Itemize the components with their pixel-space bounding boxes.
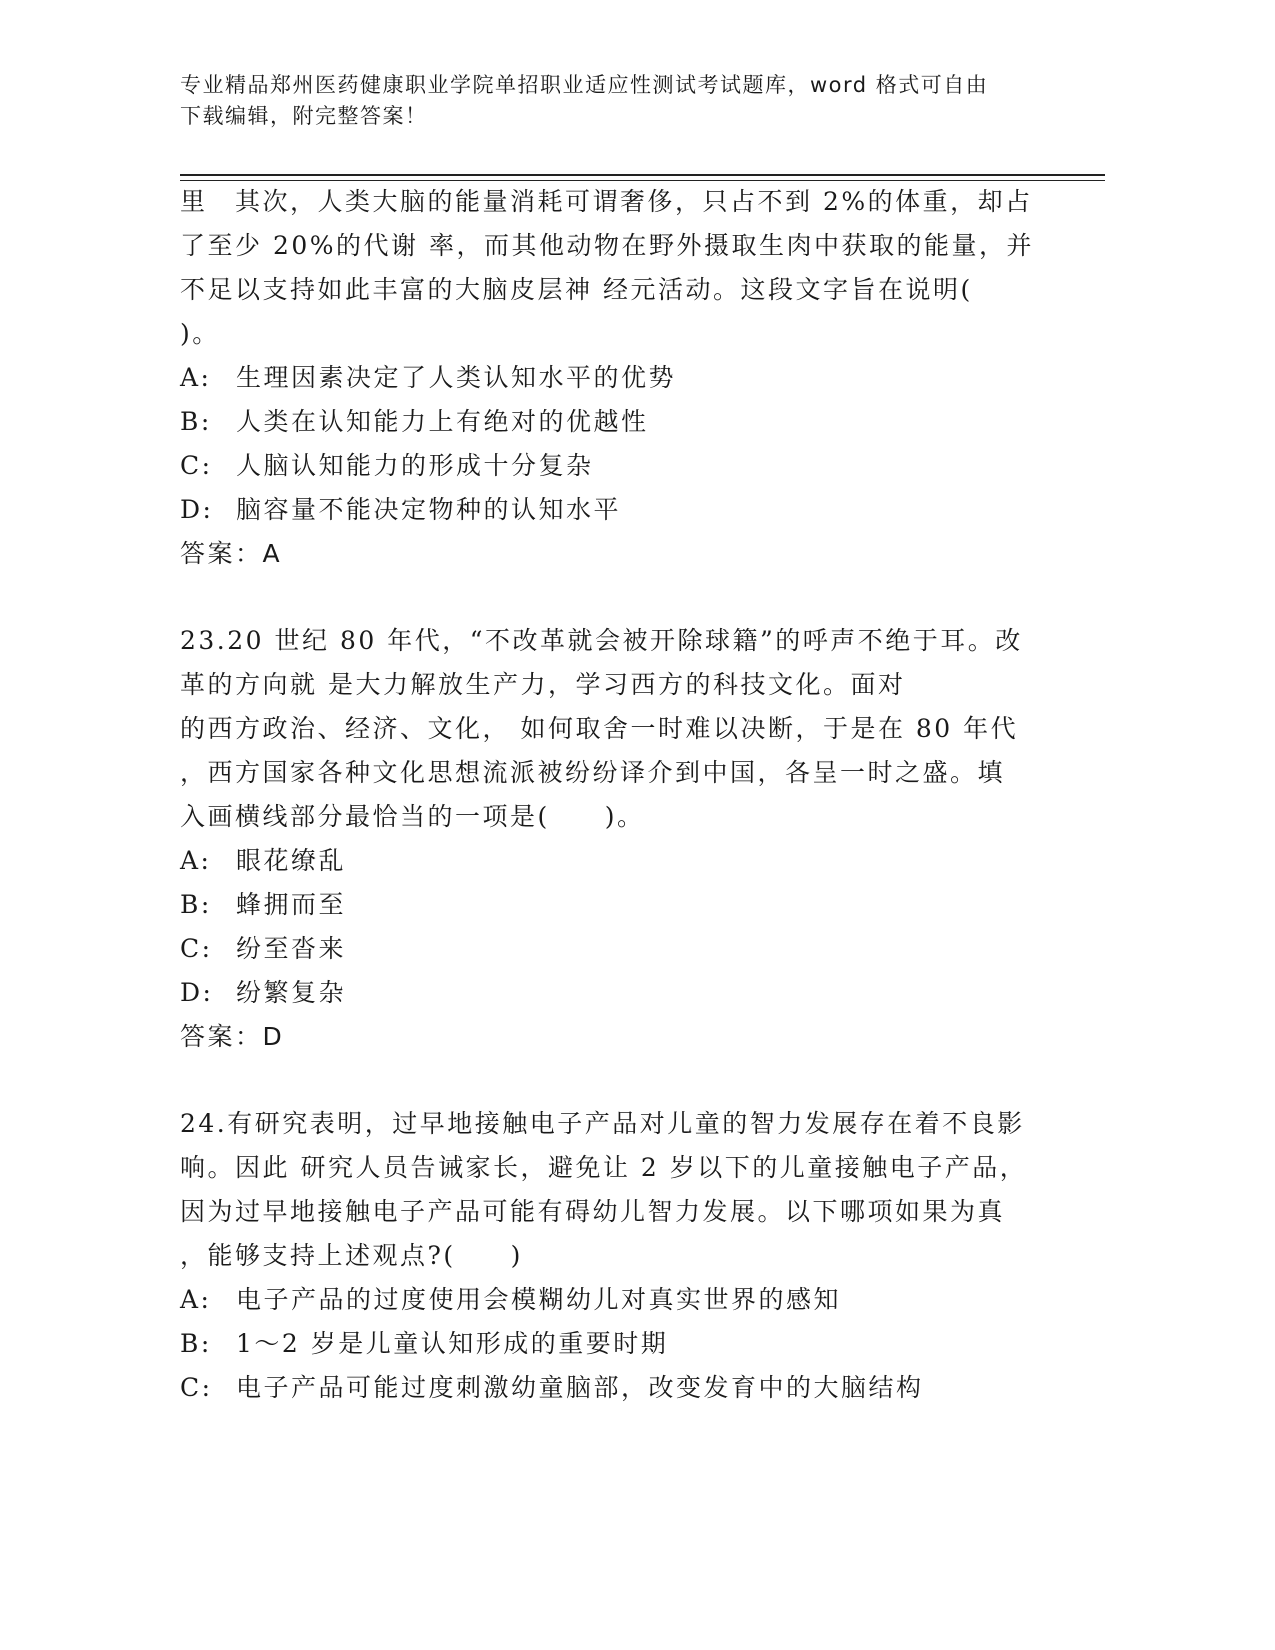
option-text: 纷至沓来	[236, 934, 347, 963]
option-c	[180, 1366, 1060, 1410]
option-key: D:	[180, 978, 214, 1007]
question-text-line: 了至少 20%的代谢 率，而其他动物在野外摄取生肉中获取的能量，并	[180, 231, 1034, 260]
option-key: B:	[180, 407, 212, 436]
option-b	[180, 1322, 1060, 1366]
document-header	[180, 70, 1060, 132]
option-text: 生理因素决定了人类认知水平的优势	[236, 363, 677, 392]
option-d	[180, 488, 1060, 532]
option-text: 眼花缭乱	[236, 846, 347, 875]
question-text-line: 入画横线部分最恰当的一项是( )。	[180, 802, 645, 831]
option-text: 人类在认知能力上有绝对的优越性	[236, 407, 649, 436]
question-text-line: 的西方政治、经济、文化， 如何取舍一时难以决断，于是在 80 年代	[180, 714, 1019, 743]
option-text: 人脑认知能力的形成十分复杂	[236, 451, 594, 480]
option-a	[180, 839, 1060, 883]
option-key: A:	[180, 846, 212, 875]
question-24	[180, 1102, 1060, 1410]
option-key: A:	[180, 1285, 212, 1314]
option-text: 电子产品可能过度刺激幼童脑部，改变发育中的大脑结构	[236, 1373, 924, 1402]
option-text: 电子产品的过度使用会模糊幼儿对真实世界的感知	[236, 1285, 842, 1314]
option-c	[180, 444, 1060, 488]
question-text-line: )。	[180, 319, 220, 348]
question-text-line: 革的方向就 是大力解放生产力，学习西方的科技文化。面对	[180, 670, 906, 699]
question-23	[180, 619, 1060, 1059]
question-text-line: ，西方国家各种文化思想流派被纷纷译介到中国，各呈一时之盛。填	[180, 758, 1006, 787]
question-text-line: 24.有研究表明，过早地接触电子产品对儿童的智力发展存在着不良影	[180, 1109, 1025, 1138]
option-b	[180, 400, 1060, 444]
option-text: 1～2 岁是儿童认知形成的重要时期	[236, 1329, 669, 1358]
question-text-line: 里 其次，人类大脑的能量消耗可谓奢侈，只占不到 2%的体重，却占	[180, 187, 1033, 216]
option-d	[180, 971, 1060, 1015]
question-text-line: 因为过早地接触电子产品可能有碍幼儿智力发展。以下哪项如果为真	[180, 1197, 1006, 1226]
option-text: 脑容量不能决定物种的认知水平	[236, 495, 622, 524]
question-text-line: 响。因此 研究人员告诫家长，避免让 2 岁以下的儿童接触电子产品，	[180, 1153, 1028, 1182]
question-content	[180, 180, 1060, 1410]
option-a	[180, 356, 1060, 400]
option-key: B:	[180, 1329, 212, 1358]
header-line-1: 专业精品郑州医药健康职业学院单招职业适应性测试考试题库，word 格式可自由	[180, 73, 989, 97]
question-text-line: 23.20 世纪 80 年代，“不改革就会被开除球籍”的呼声不绝于耳。改	[180, 626, 1023, 655]
answer-line: 答案：D	[180, 1022, 285, 1051]
option-key: B:	[180, 890, 212, 919]
answer-line: 答案：A	[180, 539, 283, 568]
option-key: C:	[180, 451, 213, 480]
option-c	[180, 927, 1060, 971]
question-text-line: ，能够支持上述观点?( )	[180, 1241, 523, 1270]
header-rule-thick	[180, 174, 1105, 176]
option-key: D:	[180, 495, 214, 524]
header-line-2: 下载编辑，附完整答案！	[180, 104, 428, 128]
option-text: 蜂拥而至	[236, 890, 347, 919]
question-22	[180, 180, 1060, 576]
option-text: 纷繁复杂	[236, 978, 347, 1007]
question-text-line: 不足以支持如此丰富的大脑皮层神 经元活动。这段文字旨在说明(	[180, 275, 973, 304]
option-a	[180, 1278, 1060, 1322]
option-key: C:	[180, 1373, 213, 1402]
option-key: A:	[180, 363, 212, 392]
option-key: C:	[180, 934, 213, 963]
option-b	[180, 883, 1060, 927]
